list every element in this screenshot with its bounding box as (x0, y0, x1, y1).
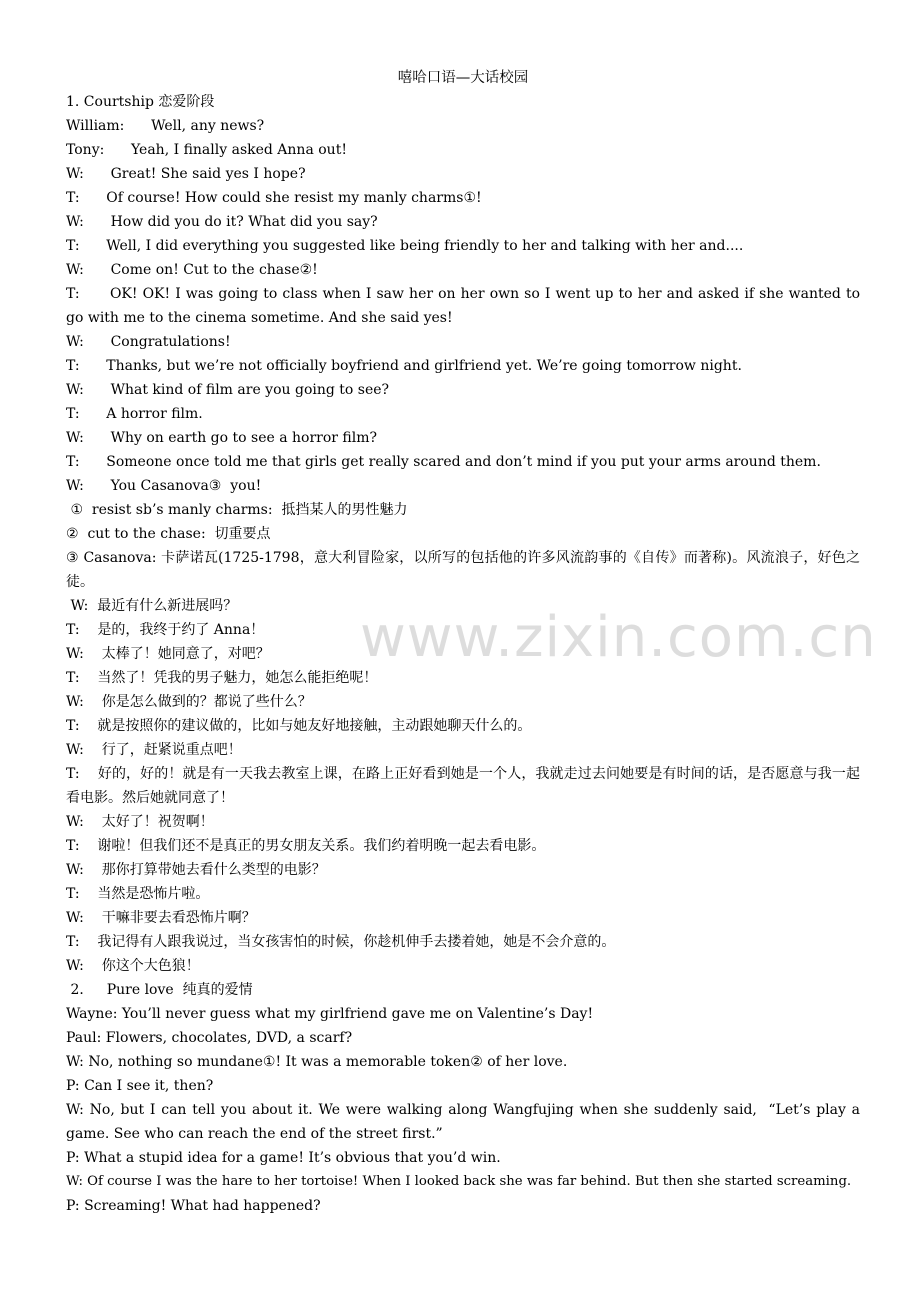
translation-line: W: 那你打算带她去看什么类型的电影？ (66, 862, 326, 878)
dialogue-line: W: Come on! Cut to the chase②! (66, 262, 318, 278)
translation-line: T: 我记得有人跟我说过，当女孩害怕的时候，你趁机伸手去搂着她，她是不会介意的。 (66, 934, 616, 950)
translation-line: T: 当然是恐怖片啦。 (66, 886, 210, 902)
dialogue-line: Paul: Flowers, chocolates, DVD, a scarf? (66, 1030, 353, 1046)
dialogue-line: W: You Casanova③ you! (66, 478, 262, 494)
dialogue-line: T: A horror film. (66, 406, 203, 422)
translation-line: W: 太棒了！她同意了，对吧？ (66, 646, 270, 662)
translation-line: W: 行了，赶紧说重点吧！ (66, 742, 242, 758)
dialogue-line: W: No, nothing so mundane①! It was a memorable token② of her love. (66, 1054, 568, 1070)
document-page (66, 66, 865, 1218)
dialogue-line: W: Great! She said yes I hope? (66, 166, 306, 182)
watermark: www.zixin.com.cn (360, 605, 877, 670)
dialogue-line: P: Can I see it, then? (66, 1078, 214, 1094)
dialogue-line: Wayne: You’ll never guess what my girlfriend gave me on Valentine’s Day! (66, 1006, 594, 1022)
translation-line: T: 谢啦！但我们还不是真正的男女朋友关系。我们约着明晚一起去看电影。 (66, 838, 546, 854)
dialogue-line: T: Well, I did everything you suggested like being friendly to her and talking with her and.... (66, 238, 744, 254)
dialogue-line: P: What a stupid idea for a game! It’s obvious that you’d win. (66, 1150, 501, 1166)
dialogue-line: P: Screaming! What had happened? (66, 1198, 321, 1214)
dialogue-line: W: Congratulations! (66, 334, 231, 350)
dialogue-line: W: Why on earth go to see a horror film? (66, 430, 378, 446)
dialogue-line: William: Well, any news? (66, 118, 265, 134)
document-title: 嘻哈口语—大话校园 (397, 70, 529, 86)
dialogue-line: W: No, but I can tell you about it. We were walking along Wangfujing when she suddenly said, “Let’s play a game. See who can reach the end of the street first.” (66, 1102, 865, 1142)
dialogue-line: Tony: Yeah, I finally asked Anna out! (66, 142, 347, 158)
translation-line: W: 最近有什么新进展吗？ (66, 598, 238, 614)
section-heading-pure-love: 2． Pure love 纯真的爱情 (66, 982, 253, 998)
translation-line: T: 就是按照你的建议做的，比如与她友好地接触，主动跟她聊天什么的。 (66, 718, 532, 734)
dialogue-line: W: How did you do it? What did you say? (66, 214, 378, 230)
translation-line: W: 干嘛非要去看恐怖片啊？ (66, 910, 256, 926)
translation-line: T: 好的，好的！就是有一天我去教室上课，在路上正好看到她是一个人，我就走过去问她要是有时间的话，是否愿意与我一起看电影。然后她就同意了！ (66, 766, 860, 806)
translation-line: T: 是的，我终于约了 Anna！ (66, 622, 265, 638)
dialogue-line: T: Someone once told me that girls get really scared and don’t mind if you put your arms around them. (66, 454, 821, 470)
dialogue-line: T: Of course! How could she resist my manly charms①! (66, 190, 482, 206)
translation-line: T: 当然了！凭我的男子魅力，她怎么能拒绝呢！ (66, 670, 378, 686)
dialogue-line: T: Thanks, but we’re not officially boyfriend and girlfriend yet. We’re going tomorrow night. (66, 358, 742, 374)
section-heading-courtship: 1. Courtship 恋爱阶段 (66, 94, 215, 110)
footnote-1: ① resist sb’s manly charms: 抵挡某人的男性魅力 (66, 502, 408, 518)
footnote-2: ② cut to the chase: 切重要点 (66, 526, 271, 542)
dialogue-line: W: Of course I was the hare to her tortoise! When I looked back she was far behind. But then she started screaming. (66, 1174, 852, 1189)
footnote-3: ③ Casanova: 卡萨诺瓦(1725-1798，意大利冒险家，以所写的包括他的许多风流韵事的《自传》而著称)。风流浪子，好色之徒。 (66, 550, 860, 590)
dialogue-line: W: What kind of film are you going to see? (66, 382, 390, 398)
translation-line: W: 太好了！祝贺啊！ (66, 814, 214, 830)
translation-line: W: 你这个大色狼！ (66, 958, 200, 974)
dialogue-line: T: OK! OK! I was going to class when I saw her on her own so I went up to her and asked if she wanted to go with me to the cinema sometime. And she said yes! (66, 286, 865, 326)
translation-line: W: 你是怎么做到的？都说了些什么？ (66, 694, 312, 710)
